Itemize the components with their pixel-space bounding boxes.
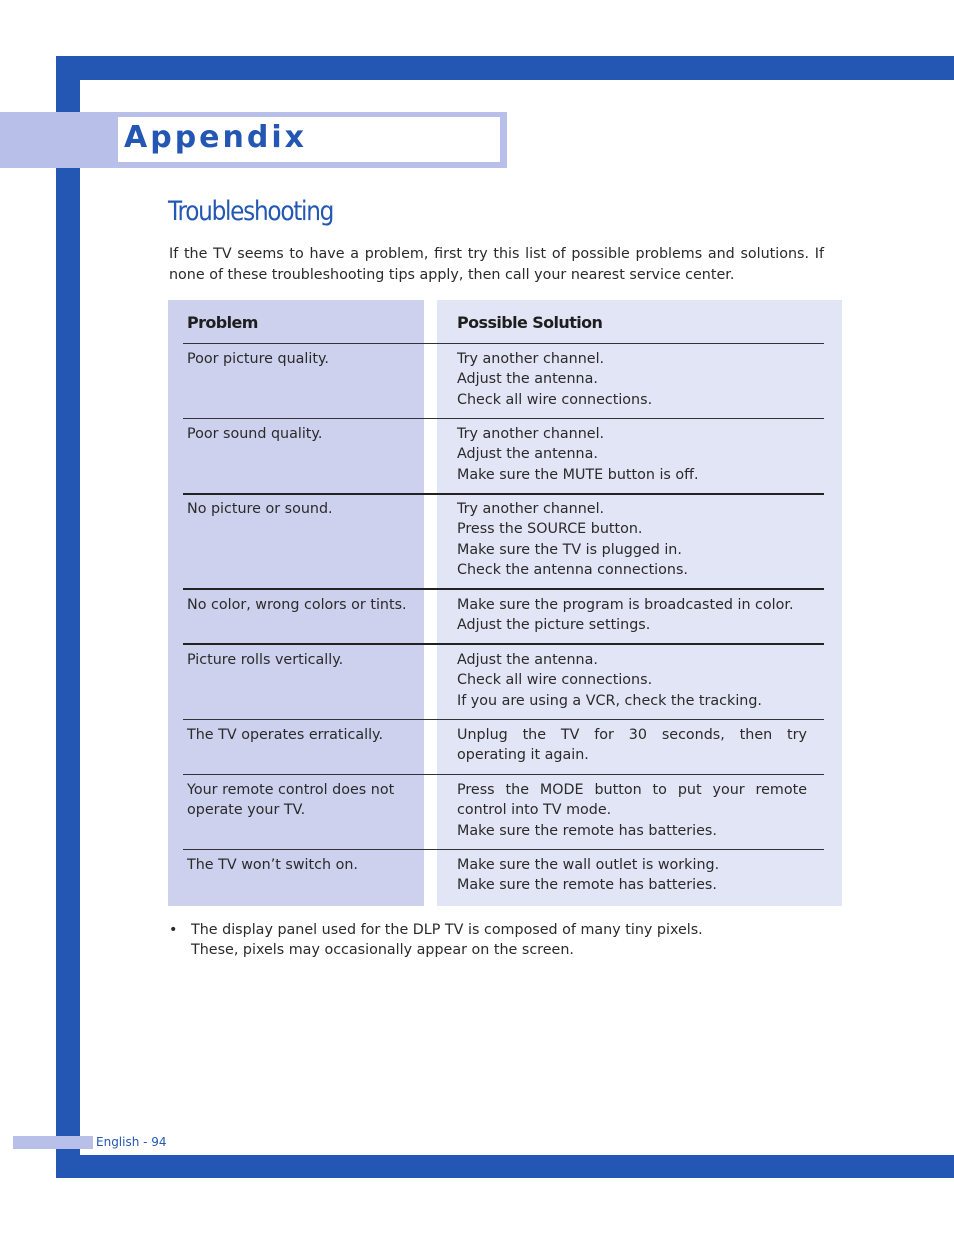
solution-line: Press the SOURCE button. [457, 521, 643, 538]
problem-cell: No color, wrong colors or tints. [187, 597, 407, 613]
problem-cell: Poor picture quality. [187, 351, 329, 367]
solution-line: Make sure the TV is plugged in. [457, 541, 682, 558]
solution-line: Make sure the remote has batteries. [457, 877, 717, 894]
solution-cell [457, 349, 807, 410]
solution-cell [457, 595, 807, 636]
solution-cell [457, 725, 807, 766]
solution-cell [457, 780, 807, 841]
problem-cell: No picture or sound. [187, 501, 333, 517]
problem-cell: The TV operates erratically. [187, 727, 384, 743]
solution-line: Press the MODE button to put your remote control into TV mode. [457, 782, 807, 819]
row-divider [183, 343, 824, 344]
solution-line: Adjust the picture settings. [457, 617, 651, 634]
header-solution: Possible Solution [457, 313, 603, 332]
solution-line: Make sure the program is broadcasted in color. [457, 597, 794, 613]
header-problem: Problem [187, 313, 258, 332]
row-divider [183, 493, 824, 495]
note-line: These, pixels may occasionally appear on the screen. [191, 942, 574, 958]
frame-bottom-bar [56, 1155, 954, 1178]
solution-cell [457, 855, 807, 896]
solution-line: Check all wire connections. [457, 672, 653, 689]
intro-paragraph: If the TV seems to have a problem, first try this list of possible problems and solutions. If none of these troubleshooting tips apply, then call your nearest service center. [169, 246, 824, 283]
page-number: English - 94 [96, 1135, 167, 1149]
solution-line: Try another channel. [457, 501, 605, 517]
solution-line: Make sure the MUTE button is off. [457, 466, 699, 483]
solution-line: Unplug the TV for 30 seconds, then try operating it again. [457, 727, 807, 764]
row-divider [183, 774, 824, 775]
row-divider [183, 588, 824, 590]
problem-cell: Picture rolls vertically. [187, 652, 344, 668]
solution-line: Adjust the antenna. [457, 652, 598, 668]
row-divider [183, 719, 824, 720]
problem-cell: The TV won’t switch on. [187, 857, 358, 873]
solution-line: Make sure the wall outlet is working. [457, 857, 720, 873]
frame-top-bar [56, 56, 954, 80]
note-line: The display panel used for the DLP TV is composed of many tiny pixels. [191, 922, 703, 938]
problem-cell: Your remote control does not operate your TV. [187, 782, 395, 818]
note-text [191, 920, 811, 960]
problem-cell: Poor sound quality. [187, 426, 323, 442]
row-divider [183, 849, 824, 850]
solution-line: Make sure the remote has batteries. [457, 822, 717, 839]
solution-line: If you are using a VCR, check the tracking. [457, 692, 762, 709]
solution-line: Adjust the antenna. [457, 371, 598, 388]
page-title: Appendix [124, 120, 307, 155]
solution-line: Try another channel. [457, 351, 605, 367]
solution-line: Adjust the antenna. [457, 446, 598, 463]
solution-cell [457, 424, 807, 485]
row-divider [183, 643, 824, 645]
solution-line: Try another channel. [457, 426, 605, 442]
frame-left-bar [56, 56, 80, 1178]
footer-tab [13, 1136, 93, 1149]
solution-cell [457, 499, 807, 580]
solution-line: Check the antenna connections. [457, 561, 688, 578]
solution-line: Check all wire connections. [457, 391, 653, 408]
bullet-icon: • [169, 922, 178, 938]
solution-cell [457, 650, 807, 711]
section-title: Troubleshooting [168, 196, 334, 227]
row-divider [183, 418, 824, 419]
